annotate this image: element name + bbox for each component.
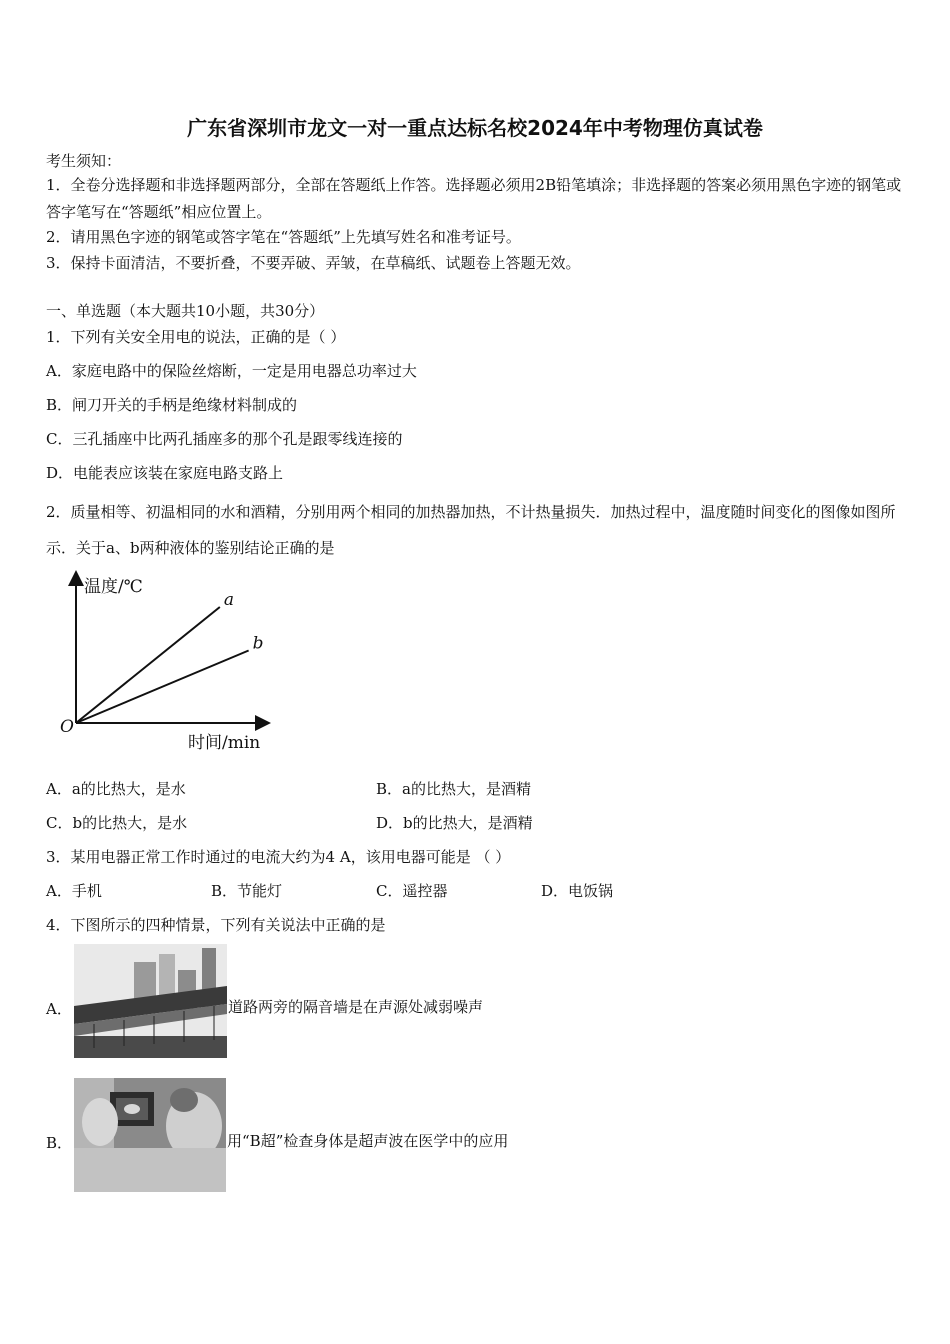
origin-label: O bbox=[60, 717, 74, 737]
question-4-option-a-label: A． bbox=[46, 1000, 72, 1018]
notice-item-1: 1．全卷分选择题和非选择题两部分，全部在答题纸上作答。选择题必须用2B铅笔填涂；非选择题的答案必须用黑色字迹的钢笔或答字笔写在“答题纸”相应位置上。 bbox=[46, 176, 902, 221]
page-title: 广东省深圳市龙文一对一重点达标名校2024年中考物理仿真试卷 bbox=[187, 116, 763, 140]
question-4-stem: 4．下图所示的四种情景，下列有关说法中正确的是 bbox=[46, 916, 386, 934]
series-line-a bbox=[76, 607, 220, 723]
question-4-option-b-label: B． bbox=[46, 1134, 73, 1152]
question-3-option-c: C．遥控器 bbox=[376, 882, 448, 900]
notice-item-3: 3．保持卡面清洁，不要折叠，不要弄破、弄皱，在草稿纸、试题卷上答题无效。 bbox=[46, 254, 581, 272]
question-3-stem: 3．某用电器正常工作时通过的电流大约为4 A，该用电器可能是 （ ） bbox=[46, 848, 511, 866]
question-4-option-a-text: 道路两旁的隔音墙是在声源处减弱噪声 bbox=[228, 998, 484, 1016]
question-2-option-d: D．b的比热大，是酒精 bbox=[376, 814, 533, 832]
question-1-option-a: A．家庭电路中的保险丝熔断，一定是用电器总功率过大 bbox=[46, 362, 417, 380]
question-2-stem: 2．质量相等、初温相同的水和酒精，分别用两个相同的加热器加热，不计热量损失．加热过程中，温度随时间变化的图像如图所示．关于a、b两种液体的鉴别结论正确的是 bbox=[46, 503, 896, 557]
question-1-option-c: C．三孔插座中比两孔插座多的那个孔是跟零线连接的 bbox=[46, 430, 403, 448]
question-1-option-d: D．电能表应该装在家庭电路支路上 bbox=[46, 464, 284, 482]
question-1-option-b: B．闸刀开关的手柄是绝缘材料制成的 bbox=[46, 396, 298, 414]
temperature-time-chart bbox=[48, 568, 288, 758]
series-label-b: b bbox=[252, 633, 264, 654]
b-ultrasound-photo bbox=[74, 1078, 226, 1192]
question-2-option-b: B．a的比热大，是酒精 bbox=[376, 780, 531, 798]
question-2-option-c: C．b的比热大，是水 bbox=[46, 814, 188, 832]
y-axis-label: 温度/℃ bbox=[84, 577, 143, 597]
question-3-option-a: A．手机 bbox=[46, 882, 102, 900]
question-4-option-b-text: 用“B超”检查身体是超声波在医学中的应用 bbox=[227, 1132, 509, 1150]
question-1-stem: 1．下列有关安全用电的说法，正确的是（ ） bbox=[46, 328, 346, 346]
sound-barrier-photo bbox=[74, 944, 227, 1058]
section-heading: 一、单选题（本大题共10小题，共30分） bbox=[46, 302, 325, 320]
x-axis-label: 时间/min bbox=[188, 733, 261, 753]
notice-heading: 考生须知： bbox=[46, 152, 122, 170]
series-label-a: a bbox=[223, 590, 234, 610]
question-2-option-a: A．a的比热大，是水 bbox=[46, 780, 186, 798]
question-3-option-b: B．节能灯 bbox=[211, 882, 283, 900]
notice-item-2: 2．请用黑色字迹的钢笔或答字笔在“答题纸”上先填写姓名和准考证号。 bbox=[46, 228, 521, 246]
series-line-b bbox=[76, 651, 249, 724]
question-3-option-d: D．电饭锅 bbox=[541, 882, 614, 900]
